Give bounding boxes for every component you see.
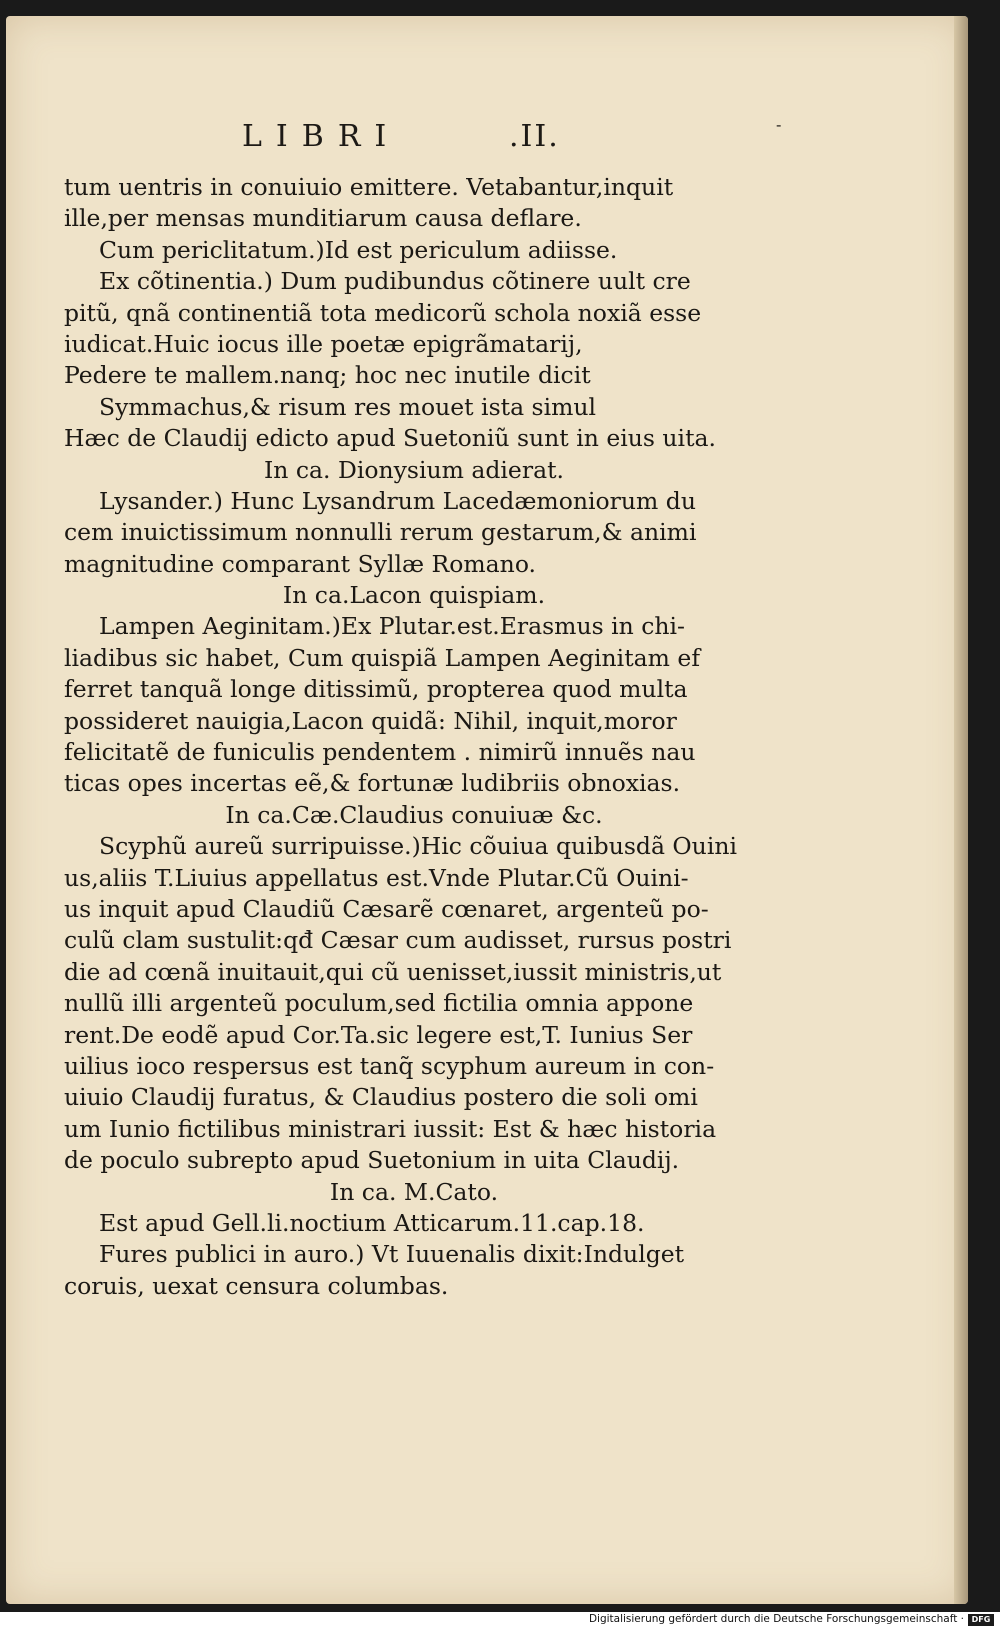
text-line: culũ clam sustulit:qđ Cæsar cum audisset, rursus postri (64, 926, 732, 955)
text-line: cem inuictissimum nonnulli rerum gestarum,& animi (64, 518, 697, 547)
text-line: rent.De eodẽ apud Cor.Ta.sic legere est,T. Iunius Ser (64, 1020, 693, 1049)
section-heading: In ca.Cæ.Claudius conuiuæ &c. (225, 800, 603, 829)
section-heading: In ca. Dionysium adierat. (263, 455, 564, 484)
page-edge (954, 16, 968, 1604)
text-line: um Iunio fictilibus ministrari iussit: Est & hæc historia (64, 1114, 717, 1143)
section-heading: In ca. M.Cato. (329, 1177, 499, 1206)
text-line: possideret nauigia,Lacon quidã: Nihil, inquit,moror (64, 706, 677, 735)
text-line: Hæc de Claudij edicto apud Suetoniũ sunt in eius uita. (64, 424, 716, 453)
page-number: .II. (509, 119, 560, 154)
text-line: felicitatẽ de funiculis pendentem . nimirũ innuẽs nau (64, 738, 696, 767)
book-page (6, 16, 968, 1604)
text-line: ticas opes incertas eẽ,& fortunæ ludibriis obnoxias. (64, 769, 681, 798)
text-line: us inquit apud Claudiũ Cæsarẽ cœnaret, argenteũ po- (64, 894, 709, 923)
text-line: ille,per mensas munditiarum causa deflare. (64, 204, 582, 233)
text-line: nullũ illi argenteũ poculum,sed fictilia omnia appone (64, 989, 694, 1018)
text-line: ferret tanquã longe ditissimũ, propterea quod multa (64, 675, 688, 704)
text-line: uilius ioco respersus est tanq̃ scyphum aureum in con- (64, 1051, 715, 1080)
section-heading: In ca.Lacon quispiam. (282, 581, 546, 610)
text-line: us,aliis T.Liuius appellatus est.Vnde Plutar.Cũ Ouini- (64, 863, 689, 892)
text-line: Scyphũ aureũ surripuisse.)Hic cõuiua quibusdã Ouini (99, 832, 737, 861)
text-line: Lampen Aeginitam.)Ex Plutar.est.Erasmus in chi- (99, 612, 685, 641)
text-line: liadibus sic habet, Cum quispiã Lampen Aeginitam ef (64, 643, 701, 672)
text-line: pitũ, qnã continentiã tota medicorũ schola noxiã esse (64, 298, 702, 327)
text-line: tum uentris in conuiuio emittere. Vetabantur,inquit (64, 173, 674, 201)
running-head: LIBRI (242, 119, 401, 154)
text-line: iudicat.Huic iocus ille poetæ epigrãmatarij, (64, 329, 583, 358)
margin-mark: - (776, 115, 782, 134)
verse-line: Symmachus,& risum res mouet ista simul (99, 392, 597, 421)
funding-credit: Digitalisierung gefördert durch die Deutsche Forschungsgemeinschaft · (588, 1613, 964, 1625)
dfg-logo: DFG (968, 1614, 994, 1626)
text-line: uiuio Claudij furatus, & Claudius postero die soli omi (64, 1083, 698, 1112)
text-line: magnitudine comparant Syllæ Romano. (64, 549, 537, 578)
text-line: Ex cõtinentia.) Dum pudibundus cõtinere uult cre (99, 267, 691, 296)
text-line: die ad cœnã inuitauit,qui cũ uenisset,iussit ministris,ut (64, 957, 722, 986)
verse-line: Pedere te mallem.nanq; hoc nec inutile dicit (64, 361, 591, 390)
text-line: Fures publici in auro.) Vt Iuuenalis dixit:Indulget (99, 1240, 685, 1269)
text-line: Lysander.) Hunc Lysandrum Lacedæmoniorum du (99, 486, 696, 515)
footer-bar (0, 1612, 1000, 1629)
text-line: Est apud Gell.li.noctium Atticarum.11.cap.18. (99, 1208, 645, 1237)
text-line: de poculo subrepto apud Suetonium in uita Claudij. (64, 1146, 680, 1175)
text-line: coruis, uexat censura columbas. (64, 1271, 449, 1300)
text-line: Cum periclitatum.)Id est periculum adiisse. (99, 235, 618, 264)
body-text (64, 172, 764, 1302)
